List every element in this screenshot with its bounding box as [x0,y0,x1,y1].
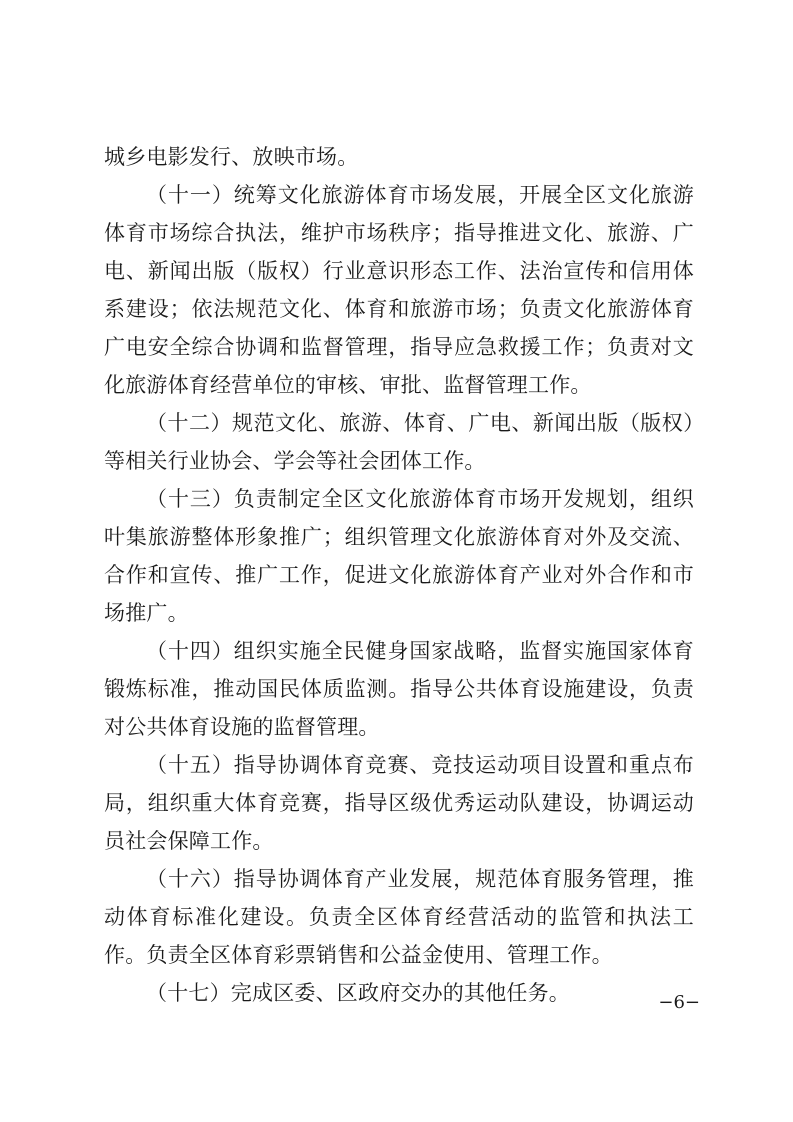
document-body [104,138,694,1012]
paragraph-continuation: 城乡电影发行、放映市场。 [104,145,359,169]
paragraph-item-13: （十三）负责制定全区文化旅游体育市场开发规划，组织叶集旅游整体形象推广；组织管理文化旅游体育对外及交流、合作和宣传、推广工作，促进文化旅游体育产业对外合作和市场推广。 [104,487,694,625]
paragraph-item-17: （十七）完成区委、区政府交办的其他任务。 [146,981,570,1005]
paragraph-item-14: （十四）组织实施全民健身国家战略，监督实施国家体育锻炼标准，推动国民体质监测。指导公共体育设施建设，负责对公共体育设施的监督管理。 [104,639,694,739]
paragraph-item-11: （十一）统筹文化旅游体育市场发展，开展全区文化旅游体育市场综合执法，维护市场秩序；指导推进文化、旅游、广电、新闻出版（版权）行业意识形态工作、法治宣传和信用体系建设；依法规范文化、体育和旅游市场；负责文化旅游体育广电安全综合协调和监督管理，指导应急救援工作；负责对文化旅游体育经营单位的审核、审批、监督管理工作。 [104,183,694,397]
paragraph-item-15: （十五）指导协调体育竞赛、竞技运动项目设置和重点布局，组织重大体育竞赛，指导区级优秀运动队建设，协调运动员社会保障工作。 [104,753,694,853]
paragraph-item-16: （十六）指导协调体育产业发展，规范体育服务管理，推动体育标准化建设。负责全区体育经营活动的监管和执法工作。负责全区体育彩票销售和公益金使用、管理工作。 [104,867,694,967]
paragraph-item-12: （十二）规范文化、旅游、体育、广电、新闻出版（版权）等相关行业协会、学会等社会团体工作。 [104,411,694,473]
page-number: −6− [658,992,700,1013]
